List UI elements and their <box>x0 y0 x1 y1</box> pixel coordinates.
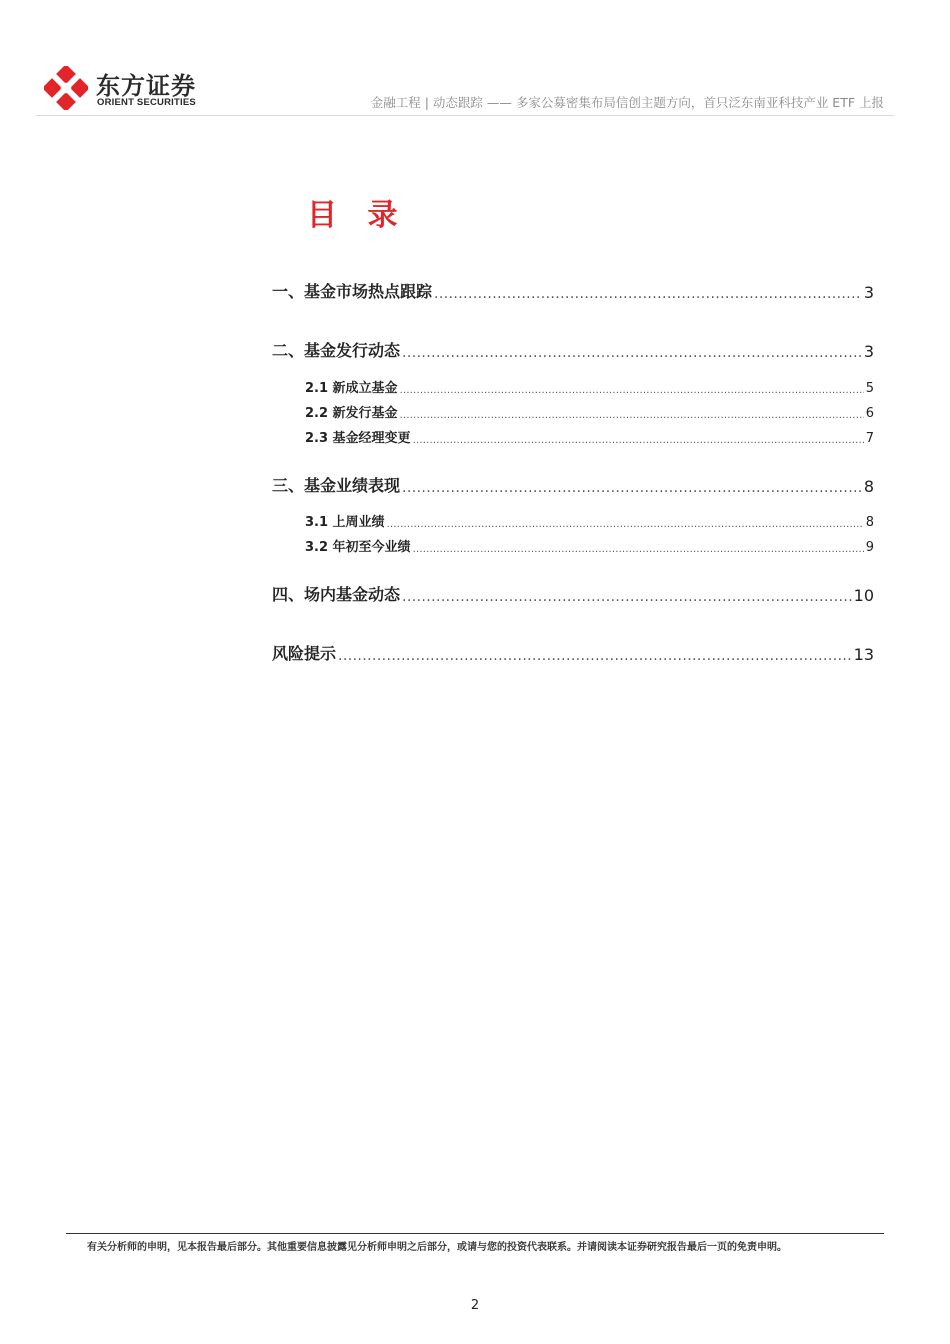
logo-english-name: ORIENT SECURITIES <box>97 97 196 108</box>
footer-disclaimer: 有关分析师的申明，见本报告最后部分。其他重要信息披露见分析师申明之后部分，或请与您的投资代表联系。并请阅读本证券研究报告最后一页的免责申明。 <box>87 1242 787 1253</box>
toc-entry[interactable] <box>272 278 874 302</box>
toc-subentry-label: 3.2 年初至今业绩 <box>305 540 411 555</box>
toc-leader-dots <box>402 345 862 361</box>
toc-leader-dots <box>400 385 864 396</box>
toc-subentry-label: 2.1 新成立基金 <box>305 381 398 396</box>
toc-entry-label: 三、基金业绩表现 <box>272 476 401 495</box>
running-header-title: 金融工程 | 动态跟踪 —— 多家公募密集布局信创主题方向，首只泛东南亚科技产业 ETF 上报 <box>370 95 884 110</box>
toc-entry-page: 8 <box>863 477 874 496</box>
toc-entry-page: 10 <box>853 586 874 605</box>
toc-subentry-label: 3.1 上周业绩 <box>305 515 385 530</box>
toc-title: 目 录 <box>307 198 408 233</box>
toc-subentry-page: 8 <box>865 515 874 530</box>
toc-subentry-label: 2.3 基金经理变更 <box>305 431 411 446</box>
toc-subentry[interactable] <box>272 376 874 396</box>
header-divider <box>36 115 894 116</box>
toc-entry-label: 二、基金发行动态 <box>272 341 401 360</box>
toc-subentry-page: 5 <box>865 381 874 396</box>
toc-entry[interactable] <box>272 581 874 605</box>
toc-leader-dots <box>413 435 864 446</box>
toc-entry[interactable] <box>272 640 874 664</box>
toc-subentry-page: 9 <box>865 540 874 555</box>
toc-entry-label: 四、场内基金动态 <box>272 585 401 604</box>
toc-entry-page: 3 <box>863 342 874 361</box>
toc-entry[interactable] <box>272 472 874 496</box>
toc-leader-dots <box>402 480 862 496</box>
company-logo <box>44 64 244 114</box>
toc-subentry-label: 2.2 新发行基金 <box>305 406 398 421</box>
toc-entry-page: 13 <box>853 645 874 664</box>
toc-subentry-page: 7 <box>865 431 874 446</box>
toc-leader-dots <box>338 648 852 664</box>
toc-entry[interactable] <box>272 337 874 361</box>
toc-subentry[interactable] <box>272 535 874 555</box>
toc-leader-dots <box>400 410 864 421</box>
page-number: 2 <box>470 1298 480 1313</box>
toc-entry-label: 一、基金市场热点跟踪 <box>272 282 433 301</box>
toc-entry-label: 风险提示 <box>272 644 337 663</box>
toc-leader-dots <box>387 519 864 530</box>
toc-subentry[interactable] <box>272 510 874 530</box>
toc-leader-dots <box>413 544 864 555</box>
toc-subentry[interactable] <box>272 426 874 446</box>
toc-leader-dots <box>434 286 862 302</box>
toc-subentry-page: 6 <box>865 406 874 421</box>
toc-entry-page: 3 <box>863 283 874 302</box>
logo-chinese-name: 东方证券 <box>96 72 196 100</box>
orient-logo-icon <box>44 66 88 110</box>
toc-subentry[interactable] <box>272 401 874 421</box>
toc-leader-dots <box>402 589 852 605</box>
footer-divider <box>66 1233 884 1234</box>
